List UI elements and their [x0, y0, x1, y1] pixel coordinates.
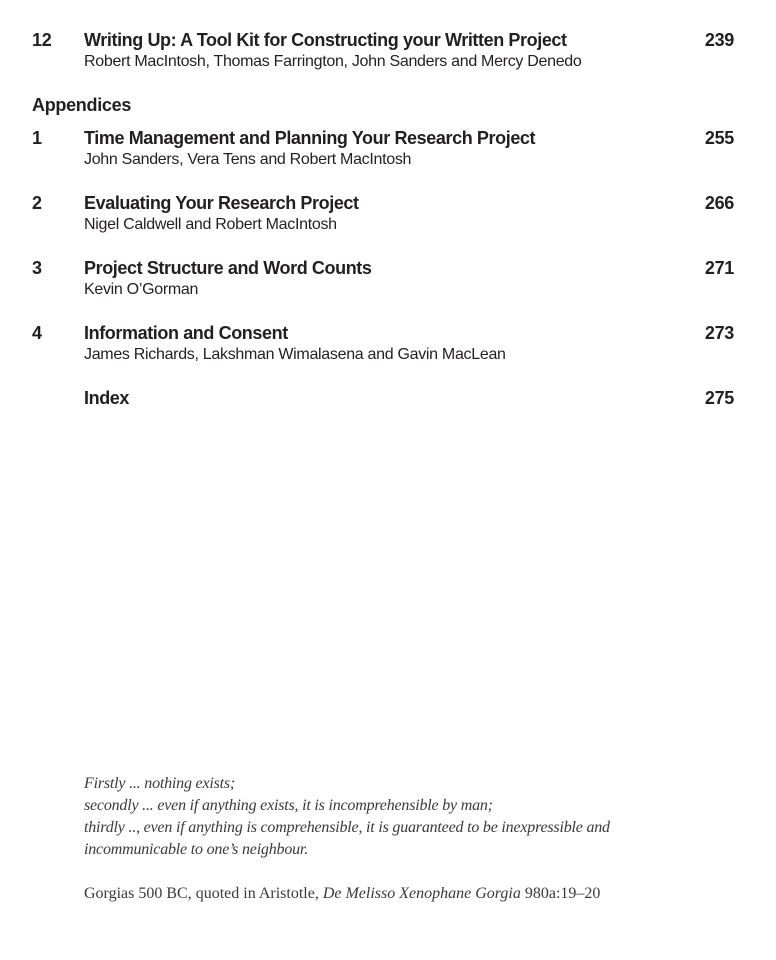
- appendices-heading: Appendices: [32, 95, 132, 115]
- attribution-prefix: Gorgias 500 BC, quoted in Aristotle,: [84, 885, 323, 902]
- page-number: 266: [704, 193, 734, 213]
- epigraph-line: incommunicable to one’s neighbour.: [84, 841, 308, 858]
- appendix-authors: Kevin O’Gorman: [84, 281, 199, 298]
- appendix-title[interactable]: Evaluating Your Research Project: [84, 193, 359, 213]
- appendix-number: 4: [32, 323, 42, 343]
- appendix-authors: John Sanders, Vera Tens and Robert MacIntosh: [84, 151, 412, 168]
- chapter-authors: Robert MacIntosh, Thomas Farrington, John Sanders and Mercy Denedo: [84, 53, 582, 70]
- appendix-number: 3: [32, 258, 42, 278]
- epigraph-line: Firstly ... nothing exists;: [84, 775, 236, 792]
- page-number: 271: [704, 258, 734, 278]
- page-number: 255: [704, 128, 734, 148]
- epigraph-attribution: [84, 883, 610, 905]
- epigraph: [84, 773, 610, 905]
- appendix-authors: Nigel Caldwell and Robert MacIntosh: [84, 216, 337, 233]
- epigraph-line: secondly ... even if anything exists, it is incomprehensible by man;: [84, 797, 493, 814]
- attribution-reference: 980a:19–20: [520, 885, 601, 902]
- appendix-authors: James Richards, Lakshman Wimalasena and Gavin MacLean: [84, 346, 506, 363]
- attribution-work-title: De Melisso Xenophane Gorgia: [322, 885, 521, 902]
- chapter-title[interactable]: Writing Up: A Tool Kit for Constructing your Written Project: [84, 30, 567, 50]
- index-title[interactable]: Index: [84, 388, 130, 408]
- appendix-number: 2: [32, 193, 42, 213]
- page-number: 239: [704, 30, 734, 50]
- page-number: 275: [704, 388, 734, 408]
- appendix-title[interactable]: Project Structure and Word Counts: [84, 258, 372, 278]
- epigraph-line: thirdly .., even if anything is comprehensible, it is guaranteed to be inexpressible and: [84, 819, 610, 836]
- page-number: 273: [704, 323, 734, 343]
- appendix-title[interactable]: Time Management and Planning Your Research Project: [84, 128, 536, 148]
- appendix-number: 1: [32, 128, 42, 148]
- chapter-number: 12: [32, 30, 52, 50]
- appendix-title[interactable]: Information and Consent: [84, 323, 288, 343]
